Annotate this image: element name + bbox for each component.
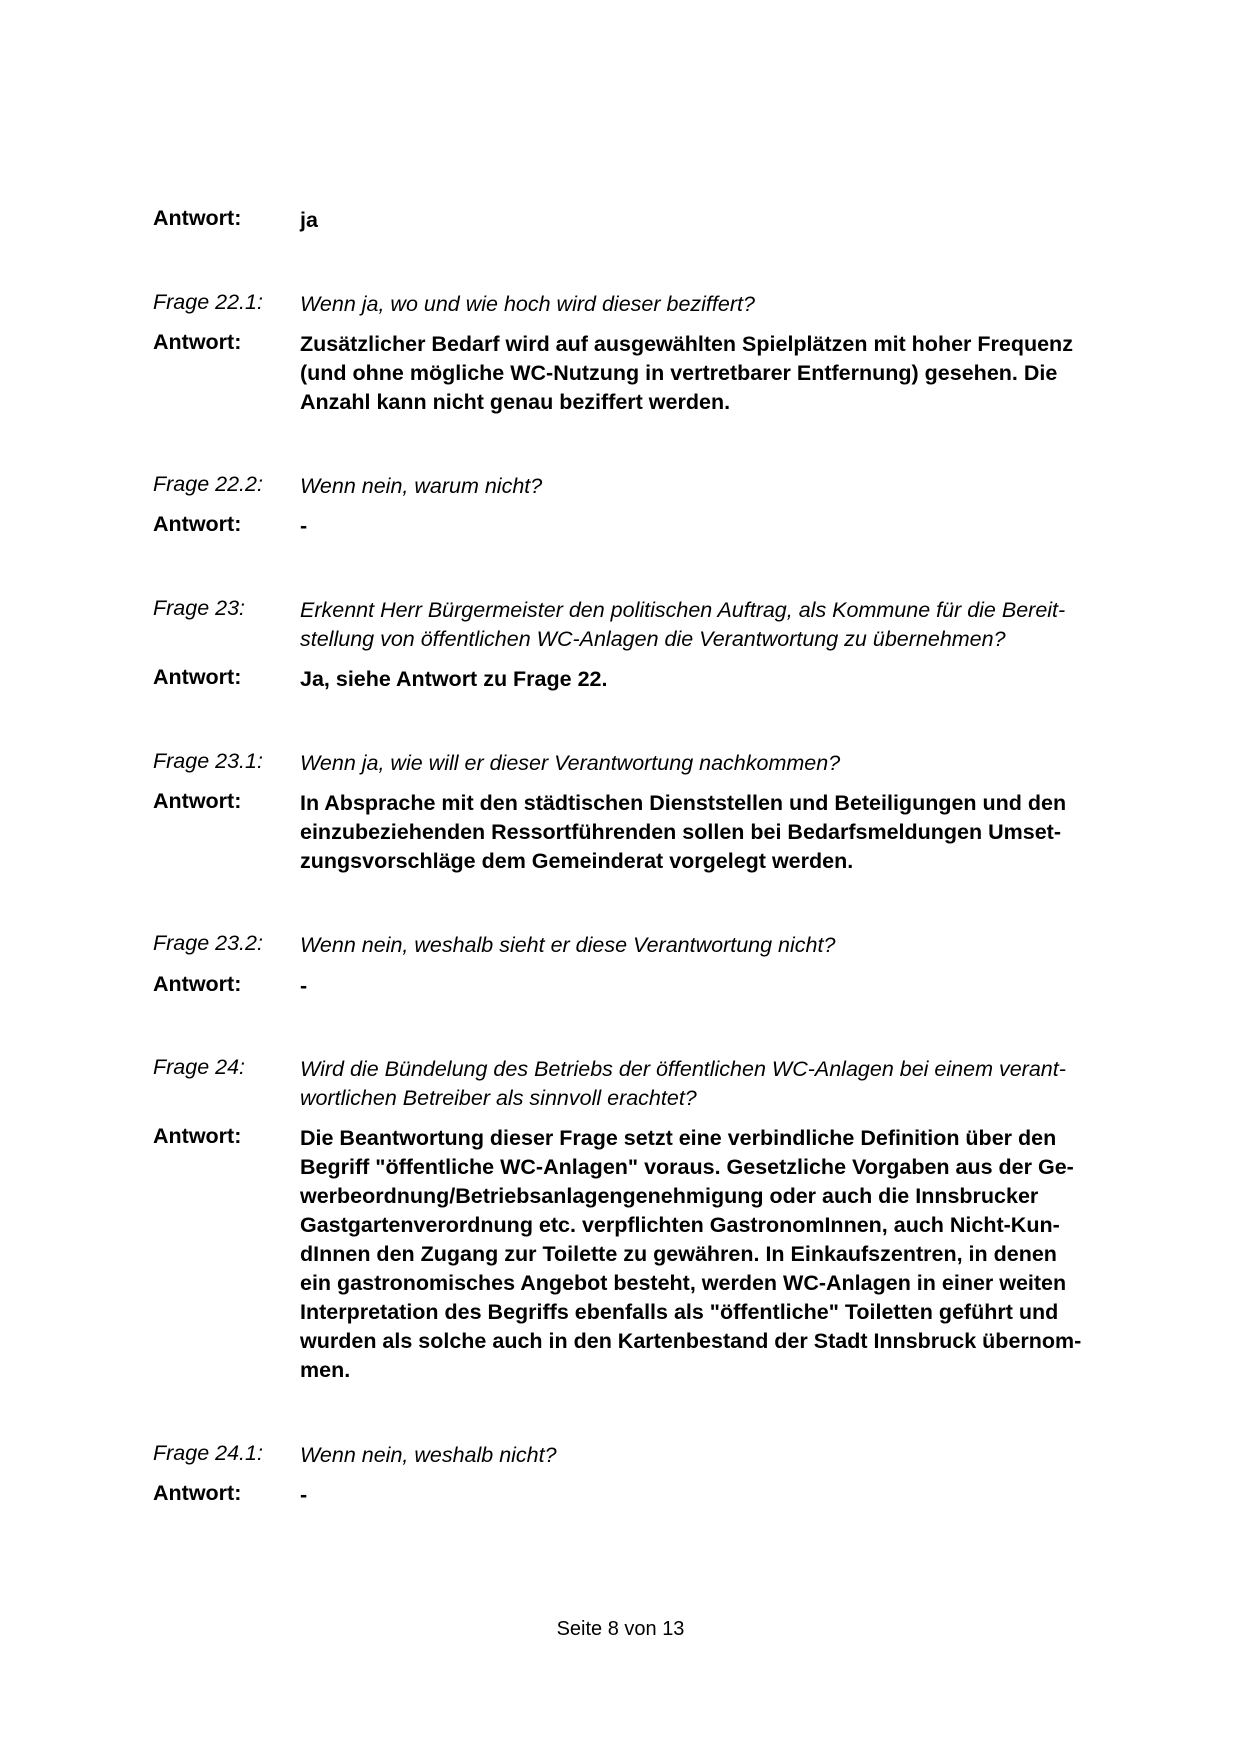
question-label: Frage 23.2: <box>153 931 263 955</box>
page-number: Seite 8 von 13 <box>556 1618 685 1640</box>
question-label: Frage 22.1: <box>153 290 263 314</box>
text-line: Interpretation des Begriffs ebenfalls als "öffentliche" Toiletten geführt und <box>300 1300 1059 1324</box>
text-line: Wird die Bündelung des Betriebs der öffentlichen WC-Anlagen bei einem verant- <box>300 1057 1066 1081</box>
answer-label: Antwort: <box>153 1124 242 1148</box>
text-line: wortlichen Betreiber als sinnvoll erachtet? <box>300 1086 697 1110</box>
text-line: einzubeziehenden Ressortführenden sollen bei Bedarfsmeldungen Umset- <box>300 820 1061 844</box>
answer-text <box>300 1124 1241 1385</box>
text-line: (und ohne mögliche WC-Nutzung in vertretbarer Entfernung) gesehen. Die <box>300 361 1058 385</box>
answer-text <box>300 789 1241 876</box>
question-text: Wenn nein, weshalb sieht er diese Verantwortung nicht? <box>300 933 836 957</box>
answer-text: Ja, siehe Antwort zu Frage 22. <box>300 667 608 691</box>
answer-text: - <box>300 1483 308 1507</box>
question-label: Frage 22.2: <box>153 472 263 496</box>
question-text <box>300 1055 1241 1113</box>
text-line: Anzahl kann nicht genau beziffert werden. <box>300 390 731 414</box>
question-text: Wenn ja, wo und wie hoch wird dieser beziffert? <box>300 292 755 316</box>
text-line: Gastgartenverordnung etc. verpflichten GastronomInnen, auch Nicht-Kun- <box>300 1213 1060 1237</box>
text-line: Die Beantwortung dieser Frage setzt eine verbindliche Definition über den <box>300 1126 1057 1150</box>
question-text: Wenn nein, warum nicht? <box>300 474 543 498</box>
text-line: ein gastronomisches Angebot besteht, werden WC-Anlagen in einer weiten <box>300 1271 1067 1295</box>
question-text <box>300 596 1241 654</box>
question-text: Wenn nein, weshalb nicht? <box>300 1443 557 1467</box>
answer-text <box>300 330 1241 417</box>
answer-label: Antwort: <box>153 665 242 689</box>
answer-label: Antwort: <box>153 330 242 354</box>
answer-label: Antwort: <box>153 972 242 996</box>
text-line: In Absprache mit den städtischen Dienststellen und Beteiligungen und den <box>300 791 1067 815</box>
answer-label: Antwort: <box>153 789 242 813</box>
answer-label: Antwort: <box>153 1481 242 1505</box>
answer-text: - <box>300 974 308 998</box>
text-line: wurden als solche auch in den Kartenbestand der Stadt Innsbruck übernom- <box>300 1329 1082 1353</box>
text-line: Begriff "öffentliche WC-Anlagen" voraus. Gesetzliche Vorgaben aus der Ge- <box>300 1155 1074 1179</box>
question-label: Frage 24: <box>153 1055 246 1079</box>
answer-label: Antwort: <box>153 512 242 536</box>
question-text: Wenn ja, wie will er dieser Verantwortung nachkommen? <box>300 751 841 775</box>
text-line: werbeordnung/Betriebsanlagengenehmigung oder auch die Innsbrucker <box>300 1184 1039 1208</box>
text-line: men. <box>300 1358 351 1382</box>
answer-label: Antwort: <box>153 206 242 230</box>
answer-text: ja <box>300 208 318 232</box>
question-label: Frage 23.1: <box>153 749 263 773</box>
text-line: stellung von öffentlichen WC-Anlagen die Verantwortung zu übernehmen? <box>300 627 1006 651</box>
text-line: Erkennt Herr Bürgermeister den politischen Auftrag, als Kommune für die Bereit- <box>300 598 1066 622</box>
question-label: Frage 23: <box>153 596 246 620</box>
text-line: zungsvorschläge dem Gemeinderat vorgelegt werden. <box>300 849 854 873</box>
question-label: Frage 24.1: <box>153 1441 263 1465</box>
answer-text: - <box>300 514 308 538</box>
text-line: Zusätzlicher Bedarf wird auf ausgewählten Spielplätzen mit hoher Frequenz <box>300 332 1073 356</box>
text-line: dInnen den Zugang zur Toilette zu gewähren. In Einkaufszentren, in denen <box>300 1242 1057 1266</box>
